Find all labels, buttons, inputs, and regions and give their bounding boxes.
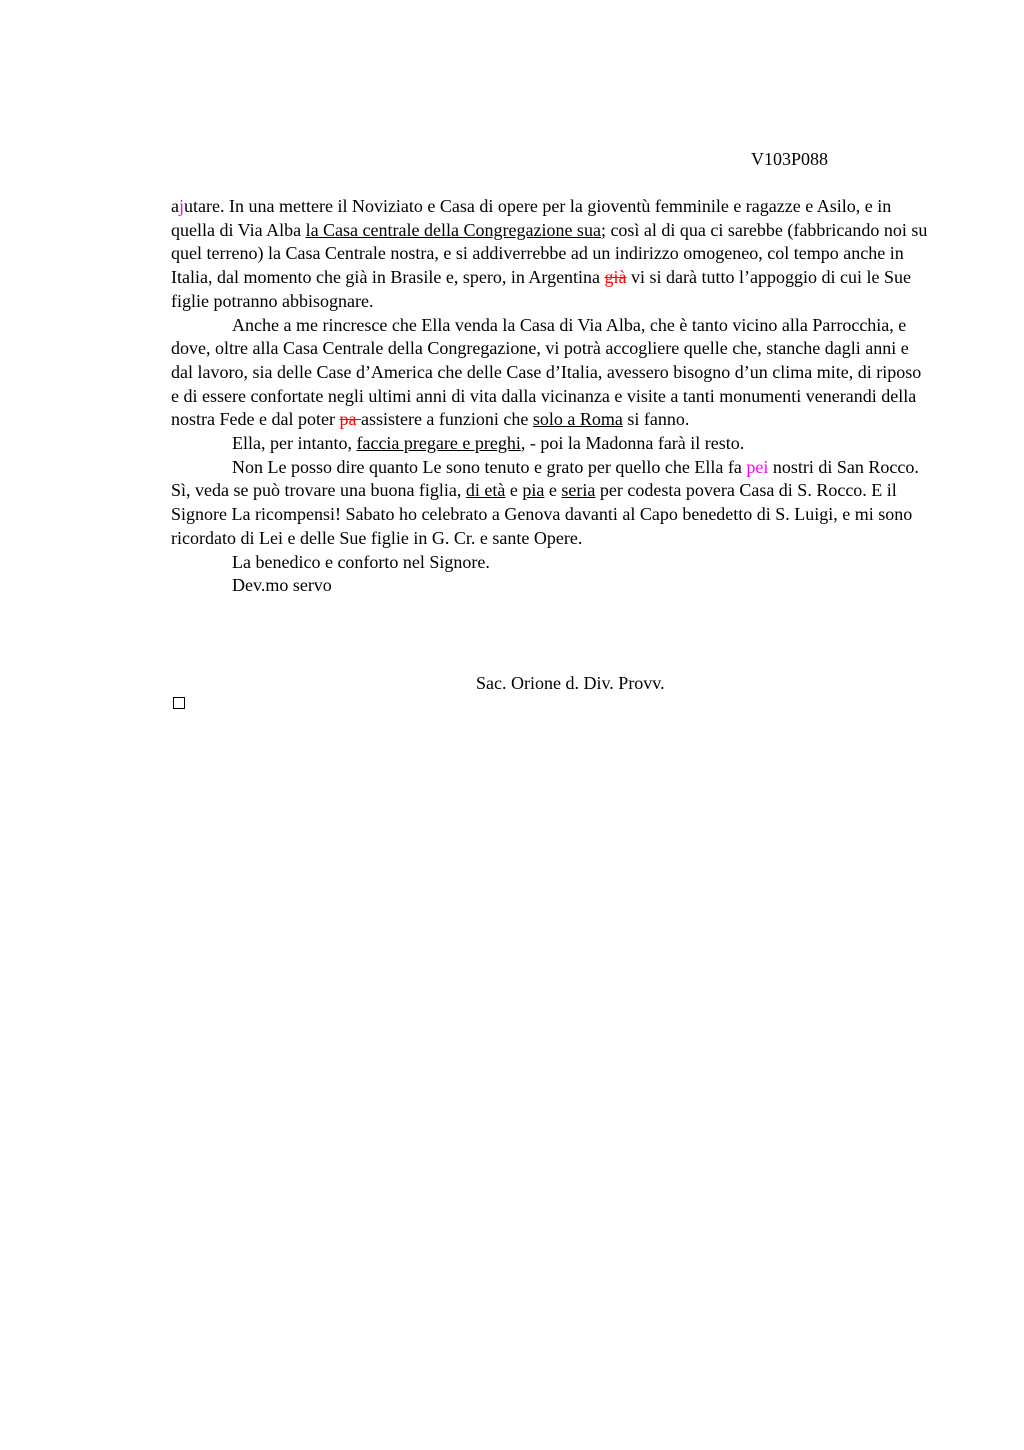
- underlined-text: faccia pregare e preghi: [356, 433, 521, 454]
- inserted-text: j: [179, 196, 185, 216]
- letter-paragraph: [171, 551, 931, 575]
- page-id: V103P088: [751, 149, 829, 169]
- text-segment: utare. In una mettere il Noviziato e Casa di opere per la gioventù femminile e ragazze e Asilo, e in quella di Via Alba: [171, 196, 892, 240]
- signature: Sac. Orione d. Div. Provv.: [476, 673, 665, 693]
- underlined-text: solo a Roma: [532, 409, 623, 430]
- text-segment: a: [171, 196, 179, 216]
- deleted-text: pa: [339, 409, 361, 430]
- letter-paragraph: [171, 432, 931, 456]
- underlined-text: di età: [465, 480, 506, 501]
- text-segment: Anche a me rincresce che Ella venda la Casa di Via Alba, che è tanto vicino alla Parrocchia, e dove, oltre alla Casa Centrale della Congregazione, vi potrà accogliere quelle che, stanche dagli anni e dal lavoro, sia delle Case d’America che delle Case d’Italia, avessero bisogno d’un clima mite, di riposo e di essere confortate negli ultimi anni di vita dalla vicinanza e visite a tanti monumenti venerandi della nostra Fede e dal poter: [171, 314, 922, 430]
- underlined-text: la Casa centrale della Congregazione sua: [305, 219, 601, 240]
- underlined-text: pia: [522, 480, 545, 501]
- text-segment: La benedico e conforto nel Signore.: [232, 551, 490, 572]
- letter-paragraph: [171, 456, 931, 551]
- text-segment: Non Le posso dire quanto Le sono tenuto e grato per quello che Ella fa: [232, 456, 747, 477]
- text-segment: e: [505, 480, 523, 501]
- text-segment: nostri di San Rocco. Sì, veda se può trovare una buona figlia,: [171, 456, 919, 501]
- end-of-document-box: [173, 697, 185, 709]
- text-segment: Ella, per intanto,: [232, 433, 357, 454]
- text-segment: assistere a funzioni che: [360, 409, 533, 430]
- text-segment: vi si darà tutto l’appoggio di cui le Sue figlie potranno abbisognare.: [171, 267, 911, 311]
- letter-paragraph: [171, 314, 931, 433]
- deleted-text: già: [604, 267, 627, 288]
- text-segment: si fanno.: [622, 409, 690, 430]
- inserted-text: pei: [746, 456, 769, 477]
- text-segment: ; così al di qua ci sarebbe (fabbricando noi su quel terreno) la Casa Centrale nostra, e si addiverrebbe ad un indirizzo omogeneo, col tempo anche in Italia, dal momento che già in Brasile e, spero, in Argentina: [171, 219, 928, 288]
- letter-paragraph: [171, 574, 931, 598]
- letter-body: [171, 195, 931, 598]
- text-segment: e: [544, 480, 562, 501]
- text-segment: Dev.mo servo: [232, 575, 332, 596]
- text-segment: per codesta povera Casa di S. Rocco. E il Signore La ricompensi! Sabato ho celebrato a Genova davanti al Capo benedetto di S. Luigi, e mi sono ricordato di Lei e delle Sue figlie in G. Cr. e sante Opere.: [171, 480, 913, 548]
- text-segment: , - poi la Madonna farà il resto.: [520, 433, 745, 454]
- underlined-text: seria: [561, 480, 596, 501]
- letter-paragraph: [171, 195, 931, 314]
